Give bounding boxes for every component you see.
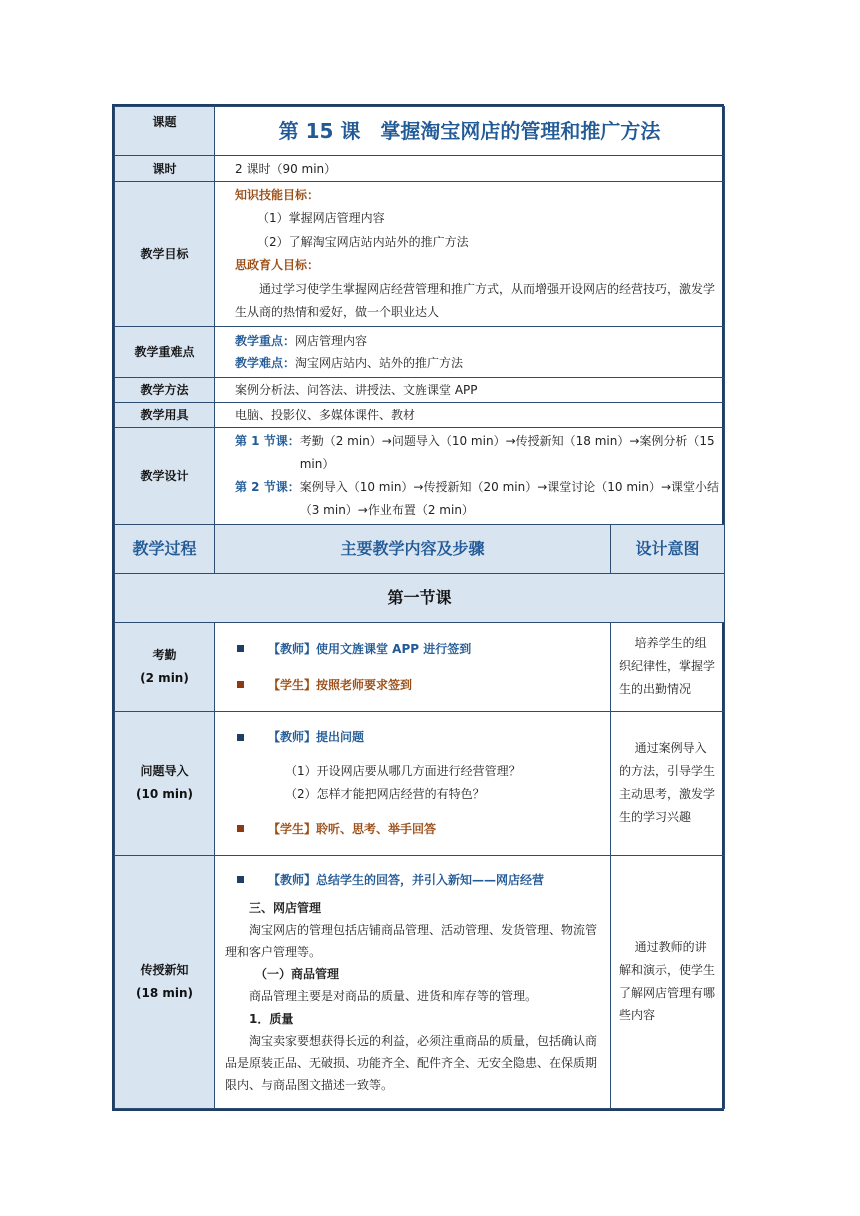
step-knowledge-intent: 通过教师的讲解和演示，使学生了解网店管理有哪些内容: [611, 855, 725, 1108]
bullet-square-icon: [237, 734, 244, 741]
teacher-text: 【教师】提出问题: [268, 730, 365, 745]
step-question-row: [115, 711, 725, 855]
methods-label: 教学方法: [115, 378, 215, 403]
design-row: [115, 428, 725, 524]
hours-label: 课时: [115, 156, 215, 182]
step-knowledge-content: [215, 855, 611, 1108]
teacher-bullet: [237, 640, 602, 658]
skill-item-1: （1）掌握网店管理内容: [257, 211, 385, 226]
design-label: 教学设计: [115, 428, 215, 524]
bullet-square-icon: [237, 681, 244, 688]
ideology-heading: 思政育人目标：: [235, 258, 320, 273]
step-attendance-row: [115, 622, 725, 711]
step-question-label: [115, 711, 215, 855]
student-text: 【学生】按照老师要求签到: [268, 677, 413, 692]
lesson-title: 第 15 课 掌握淘宝网店的管理和推广方法: [215, 107, 725, 156]
hours-value: 2 课时（90 min）: [215, 156, 725, 182]
hard-point-text: 淘宝网店站内、站外的推广方法: [295, 356, 464, 371]
skill-item-2: （2）了解淘宝网店站内站外的推广方法: [257, 234, 469, 249]
difficulty-label: 教学重难点: [115, 327, 215, 378]
key-point-label: 教学重点：: [235, 333, 296, 348]
step-name: 考勤: [152, 647, 177, 662]
skill-heading: 知识技能目标：: [235, 188, 320, 202]
step-time: (10 min): [135, 787, 193, 802]
hard-point-label: 教学难点：: [235, 356, 296, 371]
bullet-square-icon: [237, 876, 244, 883]
methods-row: [115, 378, 725, 403]
session-2-text: 案例导入（10 min）→传授新知（20 min）→课堂讨论（10 min）→课堂小结（3 min）→作业布置（2 min）: [299, 479, 720, 517]
lesson-plan-sheet: [112, 104, 724, 1111]
difficulty-row: [115, 327, 725, 378]
step-time: (18 min): [135, 985, 193, 1000]
step-question-content: [215, 711, 611, 855]
step-name: 问题导入: [140, 764, 189, 779]
process-header-row: [115, 524, 725, 573]
difficulty-content: [215, 327, 725, 378]
step-time: (2 min): [140, 670, 189, 685]
objectives-content: [215, 182, 725, 327]
teacher-bullet: [225, 871, 604, 889]
topic-label: 课题: [115, 107, 215, 156]
bullet-square-icon: [237, 645, 244, 652]
session-1-text: 考勤（2 min）→问题导入（10 min）→传授新知（18 min）→案例分析（15 min）: [299, 434, 715, 472]
paragraph-management: 淘宝网店的管理包括店铺商品管理、活动管理、发货管理、物流管理和客户管理等。: [225, 922, 598, 960]
col-process-header: 教学过程: [115, 524, 215, 573]
teacher-text: 【教师】总结学生的回答，并引入新知——网店经营: [268, 872, 545, 887]
session-1: [235, 430, 720, 476]
session-1-label: 第 1 节课：: [235, 434, 300, 449]
key-point-text: 网店管理内容: [295, 333, 368, 348]
heading-quality: 1．质量: [249, 1011, 294, 1026]
tools-text: 电脑、投影仪、多媒体课件、教材: [215, 403, 725, 428]
step-knowledge-row: [115, 855, 725, 1108]
student-text: 【学生】聆听、思考、举手回答: [268, 821, 437, 836]
tools-label: 教学用具: [115, 403, 215, 428]
student-bullet: [237, 820, 602, 838]
step-attendance-intent: 培养学生的组织纪律性，掌握学生的出勤情况: [611, 622, 725, 711]
step-attendance-label: [115, 622, 215, 711]
objectives-label: 教学目标: [115, 182, 215, 327]
lesson-plan-table: [114, 106, 725, 1109]
objectives-row: [115, 182, 725, 327]
step-question-intent: 通过案例导入的方法，引导学生主动思考，激发学生的学习兴趣: [611, 711, 725, 855]
session-2: [235, 476, 720, 522]
teacher-bullet: [237, 728, 602, 746]
heading-network-store: 三、网店管理: [249, 900, 322, 915]
bullet-square-icon: [237, 825, 244, 832]
hours-row: [115, 156, 725, 182]
step-name: 传授新知: [140, 962, 189, 977]
question-1: （1）开设网店要从哪几方面进行经营管理？: [285, 764, 521, 779]
section-row: [115, 573, 725, 622]
section-title: 第一节课: [115, 573, 725, 622]
topic-row: [115, 107, 725, 156]
paragraph-quality: 淘宝卖家要想获得长远的利益，必须注重商品的质量，包括确认商品是原装正品、无破损、功能齐全、配件齐全、无安全隐患、在保质期限内、与商品图文描述一致等。: [225, 1033, 598, 1093]
step-attendance-content: [215, 622, 611, 711]
question-2: （2）怎样才能把网店经营的有特色？: [285, 787, 485, 802]
student-bullet: [237, 676, 602, 694]
teacher-text: 【教师】使用文旌课堂 APP 进行签到: [268, 641, 472, 656]
design-content: [215, 428, 725, 524]
col-intent-header: 设计意图: [611, 524, 725, 573]
tools-row: [115, 403, 725, 428]
methods-text: 案例分析法、问答法、讲授法、文旌课堂 APP: [215, 378, 725, 403]
session-2-label: 第 2 节课：: [235, 479, 300, 494]
paragraph-goods: 商品管理主要是对商品的质量、进货和库存等的管理。: [249, 989, 538, 1004]
ideology-text: 通过学习使学生掌握网店经营管理和推广方式，从而增强开设网店的经营技巧，激发学生从商的热情和爱好，做一个职业达人: [235, 281, 716, 319]
step-knowledge-label: [115, 855, 215, 1108]
col-content-header: 主要教学内容及步骤: [215, 524, 611, 573]
heading-goods-management: （一）商品管理: [255, 967, 340, 982]
